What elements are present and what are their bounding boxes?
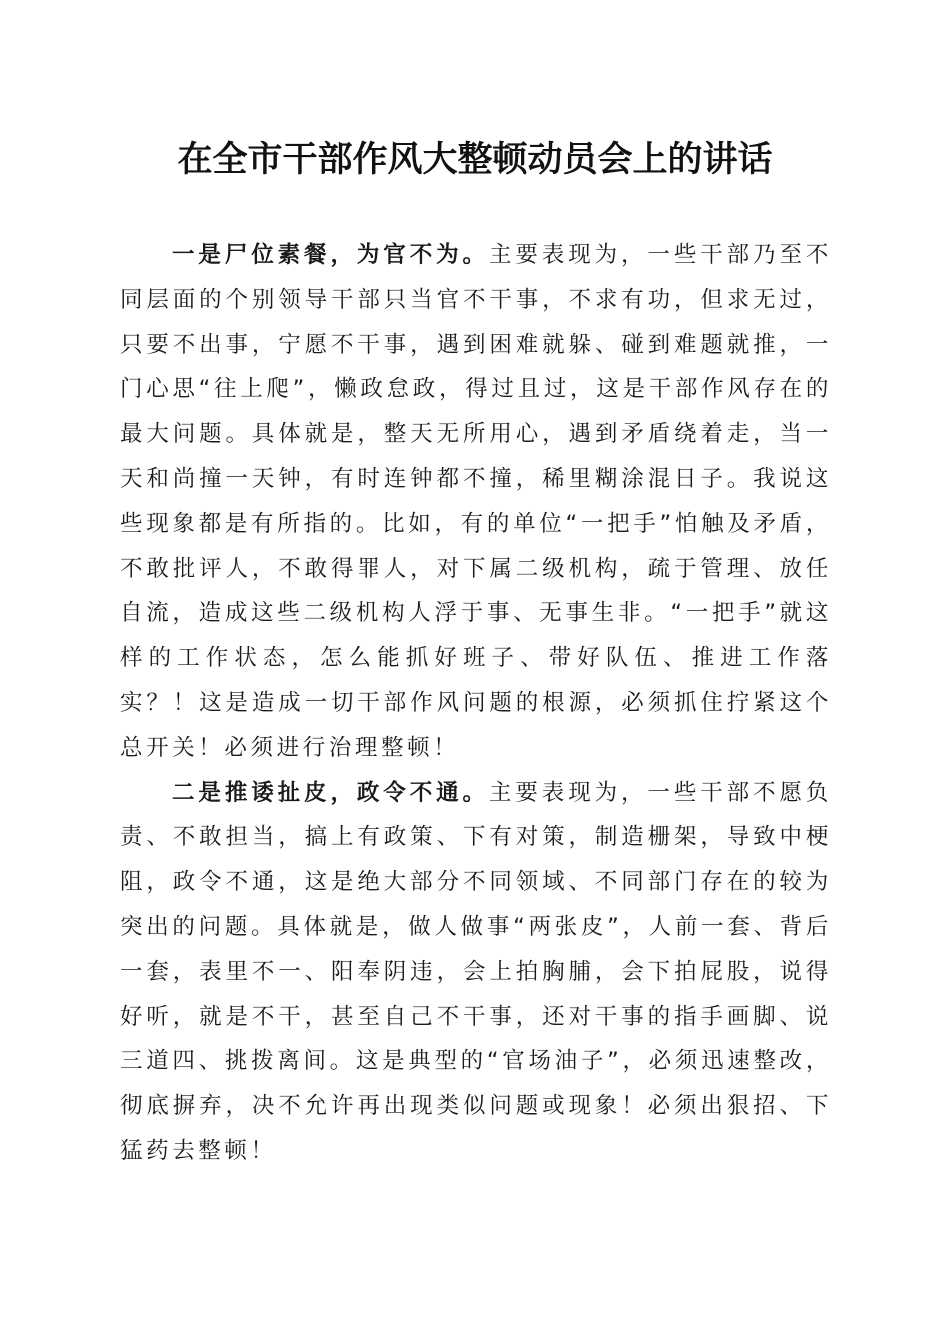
document-body: [120, 233, 832, 1174]
paragraph-2-lead: 二是推诿扯皮，政令不通。: [172, 779, 489, 806]
paragraph-2-text: 主要表现为，一些干部不愿负责、不敢担当，搞上有政策、下有对策，制造栅架，导致中梗阻，政令不通，这是绝大部分不同领域、不同部门存在的较为突出的问题。具体就是，做人做事“两张皮”，人前一套、背后一套，表里不一、阳奉阴违，会上拍胸脯，会下拍屁股，说得好听，就是不干，甚至自己不干事，还对干事的指手画脚、说三道四、挑拨离间。这是典型的“官场油子”，必须迅速整改，彻底摒弃，决不允许再出现类似问题或现象！必须出狠招、下猛药去整顿！: [120, 779, 832, 1164]
document-title: 在全市干部作风大整顿动员会上的讲话: [177, 139, 773, 180]
paragraph-1: [120, 233, 832, 771]
paragraph-1-text: 主要表现为，一些干部乃至不同层面的个别领导干部只当官不干事，不求有功，但求无过，只要不出事，宁愿不干事，遇到困难就躲、碰到难题就推，一门心思“往上爬”，懒政怠政，得过且过，这是干部作风存在的最大问题。具体就是，整天无所用心，遇到矛盾绕着走，当一天和尚撞一天钟，有时连钟都不撞，稀里糊涂混日子。我说这些现象都是有所指的。比如，有的单位“一把手”怕触及矛盾，不敢批评人，不敢得罪人，对下属二级机构，疏于管理、放任自流，造成这些二级机构人浮于事、无事生非。“一把手”就这样的工作状态，怎么能抓好班子、带好队伍、推进工作落实？！这是造成一切干部作风问题的根源，必须抓住拧紧这个总开关！必须进行治理整顿！: [120, 242, 832, 761]
paragraph-1-lead: 一是尸位素餐，为官不为。: [172, 242, 489, 268]
paragraph-2: [120, 771, 832, 1174]
